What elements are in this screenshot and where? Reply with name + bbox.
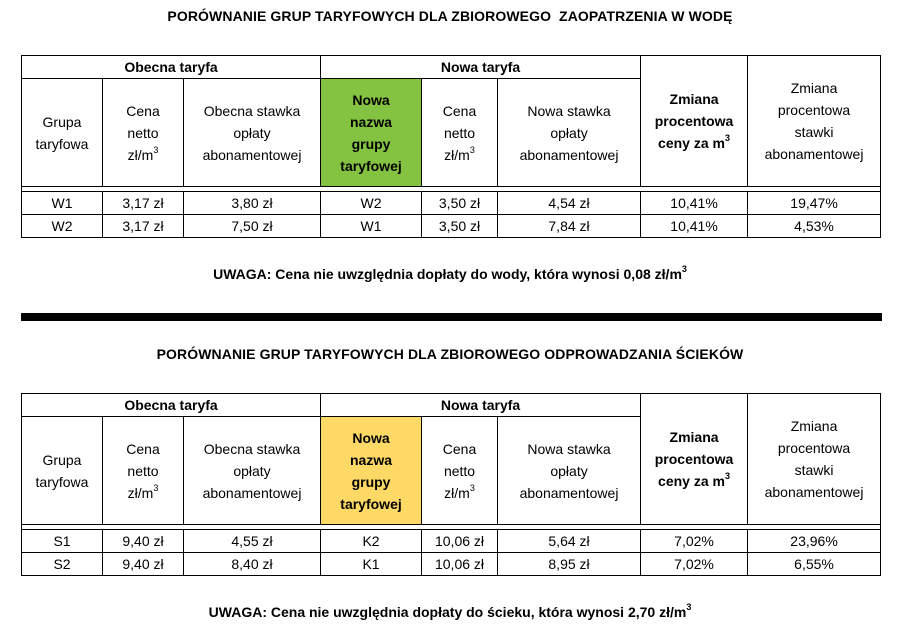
sewage-r0-new-group: K2 <box>321 530 422 553</box>
sewage-header-pct-price: Zmiana procentowa ceny za $m^3$ <box>641 394 748 525</box>
sewage-r1-new-price: 10,06 zł <box>422 553 498 576</box>
water-header-price: Cena netto $zł/m^3$ <box>103 79 184 187</box>
sewage-r1-fee: 8,40 zł <box>184 553 321 576</box>
table-row <box>22 553 881 576</box>
water-tariff-table <box>21 55 881 238</box>
sewage-r0-fee: 4,55 zł <box>184 530 321 553</box>
sewage-r0-new-price: 10,06 zł <box>422 530 498 553</box>
sewage-r1-pct-price: 7,02% <box>641 553 748 576</box>
water-r0-pct-price: 10,41% <box>641 192 748 215</box>
sewage-header-pct-fee: Zmiana procentowa stawki abonamentowej <box>748 394 881 525</box>
sewage-r1-price: 9,40 zł <box>103 553 184 576</box>
sewage-r1-new-fee: 8,95 zł <box>498 553 641 576</box>
water-r0-new-price: 3,50 zł <box>422 192 498 215</box>
water-title: PORÓWNANIE GRUP TARYFOWYCH DLA ZBIOROWEGO ZAOPATRZENIA W WODĘ <box>167 8 733 24</box>
water-group-current: Obecna taryfa <box>22 56 321 79</box>
water-r1-new-group: W1 <box>321 215 422 238</box>
sewage-r0-new-fee: 5,64 zł <box>498 530 641 553</box>
sewage-r1-pct-fee: 6,55% <box>748 553 881 576</box>
water-header-new-fee: Nowa stawka opłaty abonamentowej <box>498 79 641 187</box>
table-row <box>22 215 881 238</box>
water-header-current-fee: Obecna stawka opłaty abonamentowej <box>184 79 321 187</box>
sewage-r0-pct-price: 7,02% <box>641 530 748 553</box>
sewage-header-new-fee: Nowa stawka opłaty abonamentowej <box>498 417 641 525</box>
water-r1-pct-price: 10,41% <box>641 215 748 238</box>
section-divider <box>21 313 882 321</box>
water-r0-fee: 3,80 zł <box>184 192 321 215</box>
water-header-pct-price: Zmiana procentowa ceny za $m^3$ <box>641 56 748 187</box>
sewage-r0-price: 9,40 zł <box>103 530 184 553</box>
water-r0-price: 3,17 zł <box>103 192 184 215</box>
sewage-r0-group: S1 <box>22 530 103 553</box>
sewage-header-new-group: Nowa nazwa grupy taryfowej <box>321 417 422 525</box>
water-r0-new-group: W2 <box>321 192 422 215</box>
water-note: UWAGA: Cena nie uwzględnia dopłaty do wody, która wynosi 0,08 $zł/m^3$ <box>213 264 687 282</box>
sewage-group-current: Obecna taryfa <box>22 394 321 417</box>
sewage-header-current-fee: Obecna stawka opłaty abonamentowej <box>184 417 321 525</box>
water-r1-new-price: 3,50 zł <box>422 215 498 238</box>
water-header-pct-fee: Zmiana procentowa stawki abonamentowej <box>748 56 881 187</box>
sewage-r0-pct-fee: 23,96% <box>748 530 881 553</box>
water-header-group: Grupa taryfowa <box>22 79 103 187</box>
sewage-group-new: Nowa taryfa <box>321 394 641 417</box>
sewage-r1-new-group: K1 <box>321 553 422 576</box>
sewage-tariff-table <box>21 393 881 576</box>
water-r0-new-fee: 4,54 zł <box>498 192 641 215</box>
water-r1-pct-fee: 4,53% <box>748 215 881 238</box>
water-header-new-price: Cena netto $zł/m^3$ <box>422 79 498 187</box>
water-r0-group: W1 <box>22 192 103 215</box>
water-r1-fee: 7,50 zł <box>184 215 321 238</box>
sewage-header-price: Cena netto $zł/m^3$ <box>103 417 184 525</box>
sewage-note: UWAGA: Cena nie uwzględnia dopłaty do ścieku, która wynosi 2,70 $zł/m^3$ <box>208 602 692 620</box>
water-r1-new-fee: 7,84 zł <box>498 215 641 238</box>
water-r0-pct-fee: 19,47% <box>748 192 881 215</box>
water-r1-price: 3,17 zł <box>103 215 184 238</box>
sewage-title: PORÓWNANIE GRUP TARYFOWYCH DLA ZBIOROWEGO ODPROWADZANIA ŚCIEKÓW <box>156 346 744 362</box>
water-header-new-group: Nowa nazwa grupy taryfowej <box>321 79 422 187</box>
sewage-header-new-price: Cena netto $zł/m^3$ <box>422 417 498 525</box>
sewage-r1-group: S2 <box>22 553 103 576</box>
water-r1-group: W2 <box>22 215 103 238</box>
sewage-header-group: Grupa taryfowa <box>22 417 103 525</box>
table-row <box>22 530 881 553</box>
water-group-new: Nowa taryfa <box>321 56 641 79</box>
table-row <box>22 192 881 215</box>
